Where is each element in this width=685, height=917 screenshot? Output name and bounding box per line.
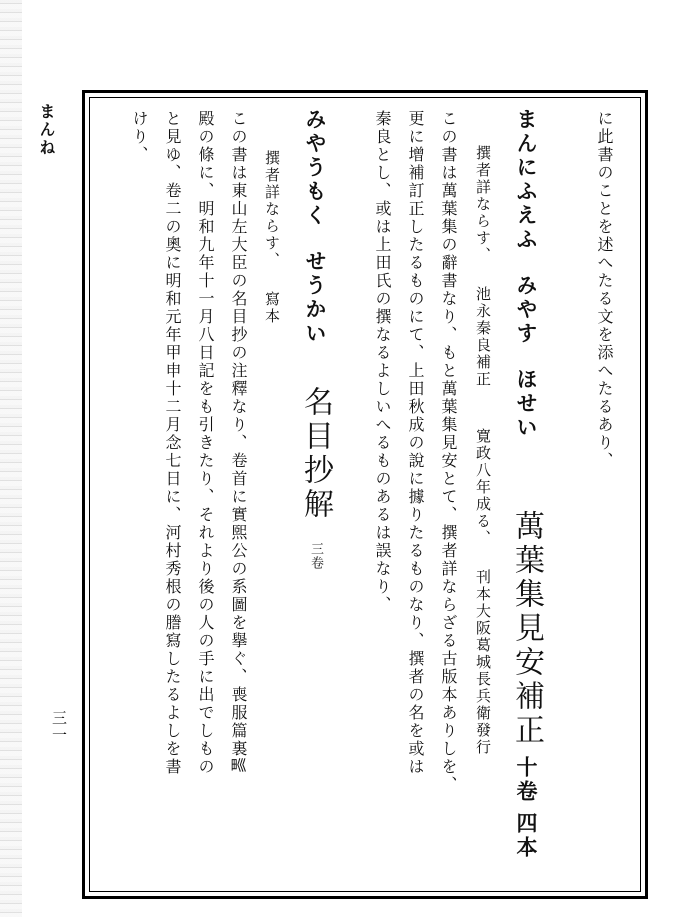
entry2-volumes: 三卷 [308, 542, 323, 570]
entry2-kana-b: せうかい [303, 250, 328, 346]
entry2-author-line [264, 150, 279, 325]
text-line-12: けり、 [130, 110, 149, 164]
text-line-6: 秦良とし、或は上田氏の撰なるよしいへるものあるは誤なり、 [373, 110, 392, 614]
entry1-author-line [475, 145, 490, 756]
entry1-title: 萬葉集見安補正 [509, 510, 544, 748]
margin-header: まんね [37, 103, 56, 157]
entry1-editor: 池永秦良補正 [474, 286, 492, 388]
entry2-copy-type: 寫本 [263, 291, 281, 325]
text-line-10: 殿の條に、明和九年十一月八日記をも引きたり、それより後の人の手に出でしもの [196, 110, 215, 776]
entry-heading-2 [298, 108, 333, 570]
text-line-4: この書は萬葉集の辭書なり、もと萬葉集見安とて、撰者詳ならざる古版本ありしを、 [439, 110, 458, 794]
page-number: 三一 [50, 710, 68, 744]
entry2-kana-a: みやうもく [303, 108, 328, 228]
entry2-title: 名目抄解 [298, 386, 333, 522]
entry1-kana-a: まんにふえふ [514, 108, 539, 252]
text-line-9: この書は東山左大臣の名目抄の注釋なり、卷首に實煕公の系圖を擧ぐ、喪服篇裏𤰝 [229, 110, 248, 776]
text-line-11: と見ゆ、卷二の奧に明和元年甲申十二月念七日に、河村秀根の謄寫したるよしを書 [163, 110, 182, 776]
entry-heading-1 [509, 108, 544, 860]
text-line-5: 更に增補訂正したるものにて、上田秋成の說に據りたるものなり、撰者の名を或は [406, 110, 425, 776]
entry1-publisher: 刊本大阪葛城長兵衛發行 [474, 569, 492, 756]
scan-edge [0, 0, 22, 917]
entry1-author: 撰者詳ならす、 [474, 145, 492, 264]
entry1-copies: 四本 [514, 812, 539, 860]
text-line-1: に此書のことを述へたる文を添へたるあり、 [595, 110, 614, 470]
entry1-kana-c: ほせい [514, 368, 539, 440]
entry1-kana-b: みやす [514, 274, 539, 346]
entry1-volumes: 十卷 [514, 756, 539, 804]
entry2-author: 撰者詳ならす、 [263, 150, 281, 269]
entry1-date: 寛政八年成る、 [474, 428, 492, 547]
